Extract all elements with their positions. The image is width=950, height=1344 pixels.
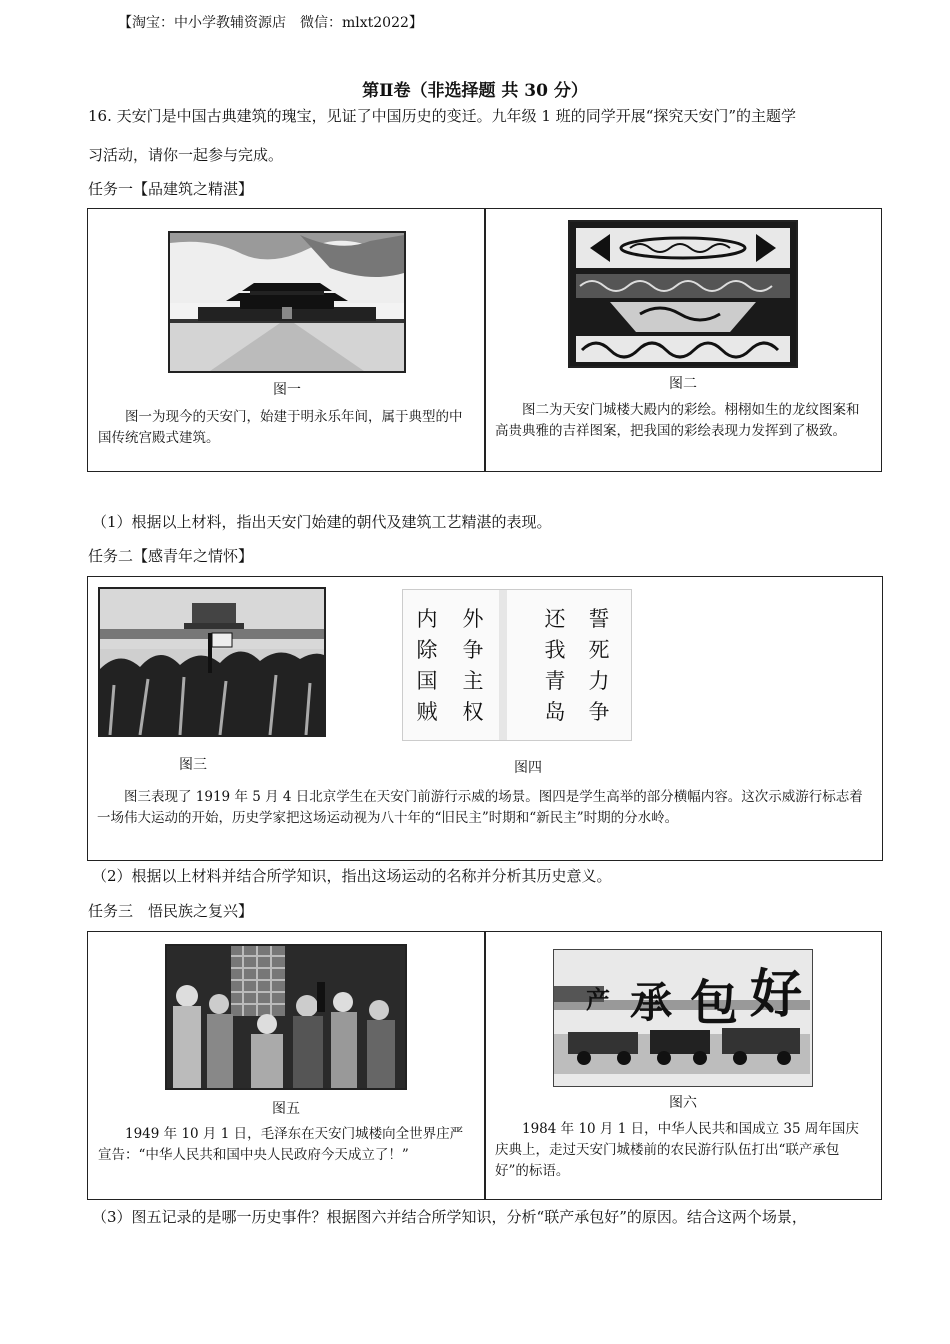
banner-char: 外 (462, 607, 484, 631)
task1-title: 任务一【品建筑之精湛】 (88, 180, 254, 198)
painted-beam-photo (568, 220, 798, 368)
fig4-caption: 图四 (514, 760, 542, 776)
banner-char: 争 (462, 638, 484, 662)
fig3-caption: 图三 (179, 757, 207, 773)
banner-char: 主 (462, 669, 484, 693)
task2-question: （2）根据以上材料并结合所学知识，指出这场运动的名称并分析其历史意义。 (92, 867, 612, 885)
question-intro-line2: 习活动，请你一起参与完成。 (88, 146, 284, 164)
slogan-char: 产 (586, 985, 610, 1014)
banner-char: 誓 (588, 607, 610, 631)
banner-char: 贼 (416, 700, 438, 724)
banner-char: 权 (462, 700, 484, 724)
fig2-caption: 图二 (669, 376, 697, 392)
fig5-caption: 图五 (272, 1101, 300, 1117)
tiananmen-photo (168, 231, 406, 373)
banner-char: 内 (416, 607, 438, 631)
fig6-description: 1984 年 10 月 1 日，中华人民共和国成立 35 周年国庆庆典上，走过天安门城楼前的农民游行队伍打出“联产承包好”的标语。 (495, 1121, 859, 1179)
banner-char: 青 (544, 669, 566, 693)
banner-char: 还 (544, 607, 566, 631)
slogan-char: 好 (750, 964, 803, 1025)
task1-materials-box (87, 208, 882, 472)
task3-title: 任务三 悟民族之复兴】 (88, 902, 254, 920)
banner-char: 我 (544, 638, 566, 662)
fig1-caption: 图一 (273, 382, 301, 398)
question-intro-line1: 16. 天安门是中国古典建筑的瑰宝，见证了中国历史的变迁。九年级 1 班的同学开展“探究天安门”的主题学 (88, 107, 797, 125)
may-fourth-protest-photo (98, 587, 326, 737)
founding-ceremony-photo (165, 944, 407, 1090)
task1-question: （1）根据以上材料，指出天安门始建的朝代及建筑工艺精湛的表现。 (92, 513, 552, 531)
fig5-description: 1949 年 10 月 1 日，毛泽东在天安门城楼向全世界庄严宣告：“中华人民共和国中央人民政府今天成立了！” (98, 1126, 464, 1163)
slogan-char: 承 (630, 978, 673, 1027)
task3-materials-box (87, 931, 882, 1200)
fig6-caption: 图六 (669, 1095, 697, 1111)
parade-slogan-photo (553, 949, 813, 1087)
banner-column-1 (413, 604, 441, 728)
banner-char: 岛 (544, 700, 566, 724)
banner-gap (499, 590, 507, 740)
task2-title: 任务二【感青年之情怀】 (88, 547, 254, 565)
task3-question: （3）图五记录的是哪一历史事件？根据图六并结合所学知识，分析“联产承包好”的原因。结合这两个场景， (92, 1208, 807, 1226)
banner-char: 死 (588, 638, 610, 662)
banner-column-4 (585, 604, 613, 728)
box-divider (484, 209, 486, 471)
page-header: 【淘宝：中小学教辅资源店 微信：mlxt2022】 (118, 15, 423, 31)
student-banners-image (402, 589, 632, 741)
fig2-description: 图二为天安门城楼大殿内的彩绘。栩栩如生的龙纹图案和高贵典雅的吉祥图案，把我国的彩绘表现力发挥到了极致。 (495, 402, 860, 439)
banner-column-3 (541, 604, 569, 728)
task2-description: 图三表现了 1919 年 5 月 4 日北京学生在天安门前游行示威的场景。图四是学生高举的部分横幅内容。这次示威游行标志着一场伟大运动的开始，历史学家把这场运动视为八十年的“旧民主”时期和“新民主”时期的分水岭。 (97, 789, 863, 826)
section-title: 第Ⅱ卷（非选择题 共 30 分） (362, 81, 588, 101)
box-divider (484, 932, 486, 1199)
slogan-char: 包 (690, 975, 739, 1031)
banner-column-2 (459, 604, 487, 728)
task2-materials-box (87, 576, 883, 861)
banner-char: 争 (588, 700, 610, 724)
fig1-description: 图一为现今的天安门，始建于明永乐年间，属于典型的中国传统宫殿式建筑。 (98, 409, 463, 446)
banner-char: 力 (588, 669, 610, 693)
banner-char: 除 (416, 638, 438, 662)
banner-char: 国 (416, 669, 438, 693)
